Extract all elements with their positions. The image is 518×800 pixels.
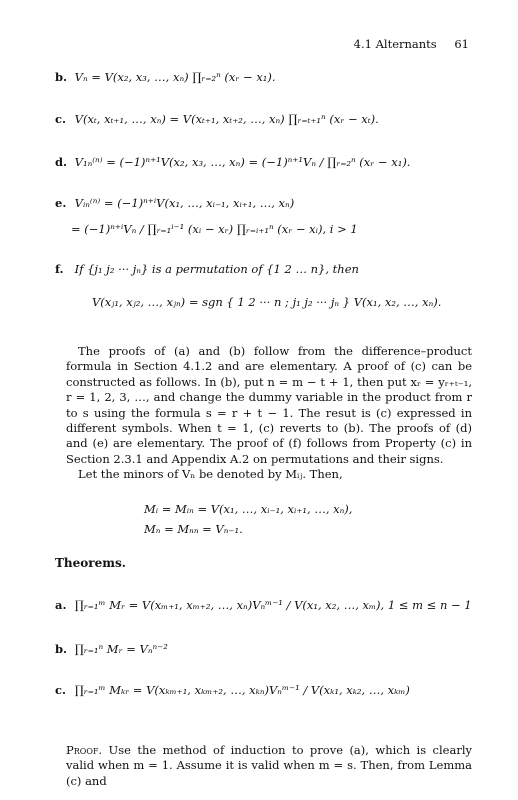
item-e: e. Vᵢₙ⁽ⁿ⁾ = (−1)ⁿ⁺ⁱV(x₁, …, xᵢ₋₁, xᵢ₊₁, …, xₙ) — [55, 196, 295, 210]
item-e-continued: = (−1)ⁿ⁺ⁱVₙ / ∏ᵣ₌₁ⁱ⁻¹ (xᵢ − xᵣ) ∏ᵣ₌ᵢ₊₁ⁿ (xᵣ − xᵢ), i > 1 — [71, 222, 358, 236]
minor-def-1: Mᵢ = Mᵢₙ = V(x₁, …, xᵢ₋₁, xᵢ₊₁, …, xₙ), — [144, 502, 353, 516]
section-title: 4.1 Alternants — [353, 37, 437, 51]
item-f-formula: V(xⱼ₁, xⱼ₂, …, xⱼₙ) = sgn { 1 2 ··· n ; j₁ j₂ ··· jₙ } V(x₁, x₂, …, xₙ). — [92, 295, 442, 309]
item-d: d. V₁ₙ⁽ⁿ⁾ = (−1)ⁿ⁺¹V(x₂, x₃, …, xₙ) = (−1)ⁿ⁺¹Vₙ / ∏ᵣ₌₂ⁿ (xᵣ − x₁). — [55, 155, 411, 169]
item-f: f. If {j₁ j₂ ··· jₙ} is a permutation of {1 2 … n}, then — [55, 262, 359, 276]
proof-block — [66, 743, 472, 789]
theorems-heading: Theorems. — [55, 556, 126, 570]
theorem-c: c. ∏ᵣ₌₁ᵐ Mₖᵣ = V(xₖₘ₊₁, xₖₘ₊₂, …, xₖₙ)Vₙᵐ⁻¹ / V(xₖ₁, xₖ₂, …, xₖₘ) — [55, 683, 410, 697]
proof-paragraph — [66, 344, 472, 483]
theorem-b: b. ∏ᵣ₌₁ⁿ Mᵣ = Vₙⁿ⁻² — [55, 642, 168, 656]
paragraph-2: Let the minors of Vₙ be denoted by Mᵢⱼ. Then, — [78, 467, 343, 482]
proof-label: Proof. — [66, 743, 103, 757]
paragraph-1: The proofs of (a) and (b) follow from the difference–product formula in Section 4.1.2 and are elementary. A proof of (c) can be constructed as follows. In (b), put n = m − t + 1, then put xᵣ = yᵣ₊ₜ₋₁, r = 1, 2, 3, …, and change the dummy variable in the product from r to s using the formula s = r + t − 1. The resut is (c) expressed in different symbols. When t = 1, (c) reverts to (b). The proofs of (d) and (e) are elementary. The proof of (f) follows from Property (c) in Section 2.3.1 and Appendix A.2 on permutations and their signs. — [66, 344, 472, 466]
minor-def-2: Mₙ = Mₙₙ = Vₙ₋₁. — [144, 522, 243, 536]
item-b: b. Vₙ = V(x₂, x₃, …, xₙ) ∏ᵣ₌₂ⁿ (xᵣ − x₁). — [55, 70, 276, 84]
running-header — [354, 37, 469, 51]
item-c: c. V(xₜ, xₜ₊₁, …, xₙ) = V(xₜ₊₁, xₜ₊₂, …, xₙ) ∏ᵣ₌ₜ₊₁ⁿ (xᵣ − xₜ). — [55, 112, 379, 126]
proof-text: Use the method of induction to prove (a), which is clearly valid when m = 1. Assume it is valid when m = s. Then, from Lemma (c) and — [66, 743, 472, 788]
page-number: 61 — [454, 37, 469, 51]
theorem-a: a. ∏ᵣ₌₁ᵐ Mᵣ = V(xₘ₊₁, xₘ₊₂, …, xₙ)Vₙᵐ⁻¹ / V(x₁, x₂, …, xₘ), 1 ≤ m ≤ n − 1 — [55, 598, 472, 612]
